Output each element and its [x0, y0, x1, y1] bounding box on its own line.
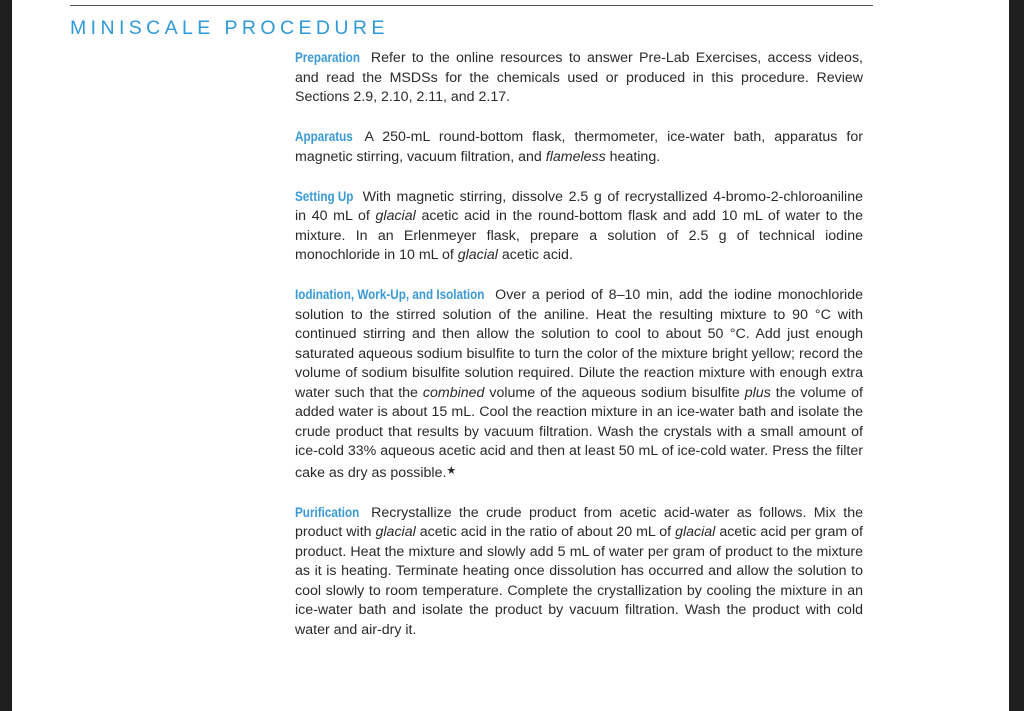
setting-up-text: With magnetic stirring, dissolve 2.5 g of recrystallized 4-bromo-2-chloroaniline in 40 mL of [295, 188, 863, 224]
purification-text-mid: acetic acid in the ratio of about 20 mL of [419, 524, 672, 540]
setting-up-text-mid: acetic acid in the round-bottom flask and add 10 mL of water to the mixture. In an Erlenmeyer flask, prepare a solution of 2.5 g of technical iodine monochloride in 10 mL of [295, 208, 863, 263]
purification-text-end: acetic acid per gram of product. Heat the mixture and slowly add 5 mL of water per gram of product to the mixture as it is heating. Terminate heating once dissolution has occurred and allow the solution to cool slowly to room temperature. Complete the crystallization by cooling the mixture in an ice-water bath and isolate the product by vacuum filtration. Wash the product with cold water and air-dry it. [295, 524, 863, 638]
iodination-text-mid: volume of the aqueous sodium bisulfite [489, 384, 740, 401]
setting-up-paragraph [295, 187, 863, 266]
setting-up-emphasis-2: glacial [457, 247, 498, 263]
purification-emphasis: glacial [375, 524, 416, 540]
iodination-label: Iodination, Work-Up, and Isolation [295, 287, 485, 302]
purification-emphasis-2: glacial [675, 524, 716, 540]
setting-up-text-end: acetic acid. [501, 247, 573, 263]
apparatus-label: Apparatus [295, 129, 353, 144]
purification-text: Recrystallize the crude product from acetic acid-water as follows. Mix the product with [295, 504, 863, 540]
apparatus-paragraph [295, 127, 863, 167]
purification-label: Purification [295, 504, 360, 520]
iodination-emphasis: combined [422, 384, 485, 401]
apparatus-text-end: heating. [609, 148, 661, 165]
procedure-body [295, 48, 863, 660]
apparatus-emphasis: flameless [545, 148, 606, 165]
purification-paragraph [295, 503, 863, 641]
section-title: MINISCALE PROCEDURE [70, 17, 389, 39]
iodination-text: Over a period of 8–10 min, add the iodine monochloride solution to the stirred solution of the aniline. Heat the resulting mixture to 90 °C with continued stirring and then allow the solution to cool to about 50 °C. Add just enough saturated aqueous sodium bisulfite to turn the color of the mixture bright yellow; record the volume of sodium bisulfite solution required. Dilute the reaction mixture with enough extra water such that the [295, 287, 863, 401]
top-rule [70, 5, 873, 6]
setting-up-label: Setting Up [295, 188, 354, 204]
preparation-text: Refer to the online resources to answer Pre-Lab Exercises, access videos, and read the MSDSs for the chemicals used or produced in this procedure. Review Sections 2.9, 2.10, 2.11, and 2.17. [295, 50, 863, 105]
iodination-emphasis-2: plus [744, 384, 771, 401]
setting-up-emphasis: glacial [375, 208, 416, 224]
iodination-text-end: the volume of added water is about 15 mL. Cool the reaction mixture in an ice-water bath and isolate the crude product that results by vacuum filtration. Wash the crystals with a small amount of ice-cold 33% aqueous acetic acid and then at least 50 mL of ice-cold water. Press the filter cake as dry as possible. [295, 384, 863, 481]
preparation-paragraph [295, 48, 863, 108]
preparation-label: Preparation [295, 50, 360, 65]
iodination-paragraph [295, 285, 863, 483]
star-marker: ★ [446, 464, 457, 477]
apparatus-text: A 250-mL round-bottom flask, thermometer, ice-water bath, apparatus for magnetic stirring, vacuum filtration, and [295, 129, 863, 165]
document-page [12, 0, 1009, 711]
